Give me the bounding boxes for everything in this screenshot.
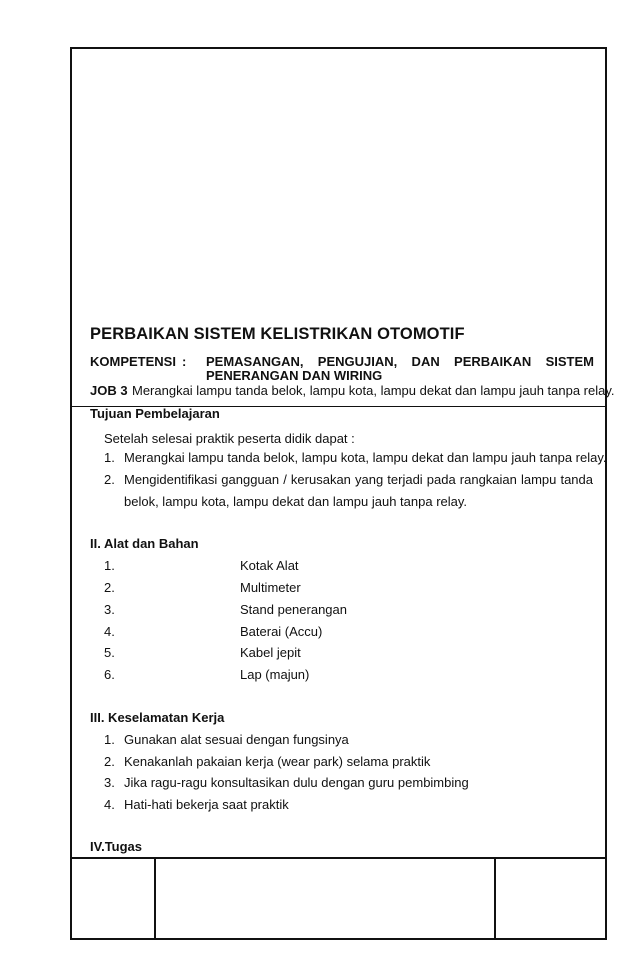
keselamatan-item-number: 3. (104, 775, 115, 790)
footer-cell-divider-right (494, 858, 496, 940)
tujuan-item-number: 1. (104, 450, 115, 465)
alat-item-name: Lap (majun) (240, 667, 310, 682)
kompetensi-label: KOMPETENSI (90, 354, 176, 369)
alat-item-number: 3. (104, 602, 115, 617)
kompetensi-line-1: PEMASANGAN, PENGUJIAN, DAN PERBAIKAN SISTEM (206, 354, 594, 369)
alat-item-name: Multimeter (240, 580, 301, 595)
tujuan-item-continuation: belok, lampu kota, lampu dekat dan lampu jauh tanpa relay. (124, 494, 468, 509)
kompetensi-line-2: PENERANGAN DAN WIRING (206, 368, 383, 383)
keselamatan-item-text: Hati-hati bekerja saat praktik (124, 797, 289, 812)
keselamatan-item-text: Kenakanlah pakaian kerja (wear park) selama praktik (124, 754, 431, 769)
keselamatan-item-number: 4. (104, 797, 115, 812)
alat-item-number: 6. (104, 667, 115, 682)
alat-item-number: 2. (104, 580, 115, 595)
keselamatan-item-text: Jika ragu-ragu konsultasikan dulu dengan guru pembimbing (124, 775, 469, 790)
job-text: Merangkai lampu tanda belok, lampu kota, lampu dekat dan lampu jauh tanpa relay. (132, 383, 615, 398)
alat-item-number: 1. (104, 558, 115, 573)
keselamatan-heading: III. Keselamatan Kerja (90, 710, 225, 725)
alat-item-name: Kabel jepit (240, 645, 301, 660)
tujuan-item-number: 2. (104, 472, 115, 487)
tugas-heading: IV.Tugas (90, 839, 143, 854)
tujuan-heading: Tujuan Pembelajaran (90, 406, 220, 421)
alat-item-number: 4. (104, 624, 115, 639)
tujuan-intro: Setelah selesai praktik peserta didik dapat : (104, 431, 355, 446)
alat-item-name: Stand penerangan (240, 602, 347, 617)
footer-divider (70, 857, 607, 859)
alat-heading: II. Alat dan Bahan (90, 536, 199, 551)
job-label: JOB 3 (90, 383, 128, 398)
alat-item-name: Kotak Alat (240, 558, 299, 573)
alat-item-number: 5. (104, 645, 115, 660)
footer-cell-divider-left (154, 858, 156, 940)
keselamatan-item-text: Gunakan alat sesuai dengan fungsinya (124, 732, 349, 747)
document-title: PERBAIKAN SISTEM KELISTRIKAN OTOMOTIF (90, 325, 465, 343)
keselamatan-item-number: 2. (104, 754, 115, 769)
tujuan-item-text: Mengidentifikasi gangguan / kerusakan yang terjadi pada rangkaian lampu tanda (124, 472, 593, 487)
tujuan-item-text: Merangkai lampu tanda belok, lampu kota, lampu dekat dan lampu jauh tanpa relay. (124, 450, 607, 465)
kompetensi-separator: : (182, 354, 187, 369)
keselamatan-item-number: 1. (104, 732, 115, 747)
alat-item-name: Baterai (Accu) (240, 624, 323, 639)
